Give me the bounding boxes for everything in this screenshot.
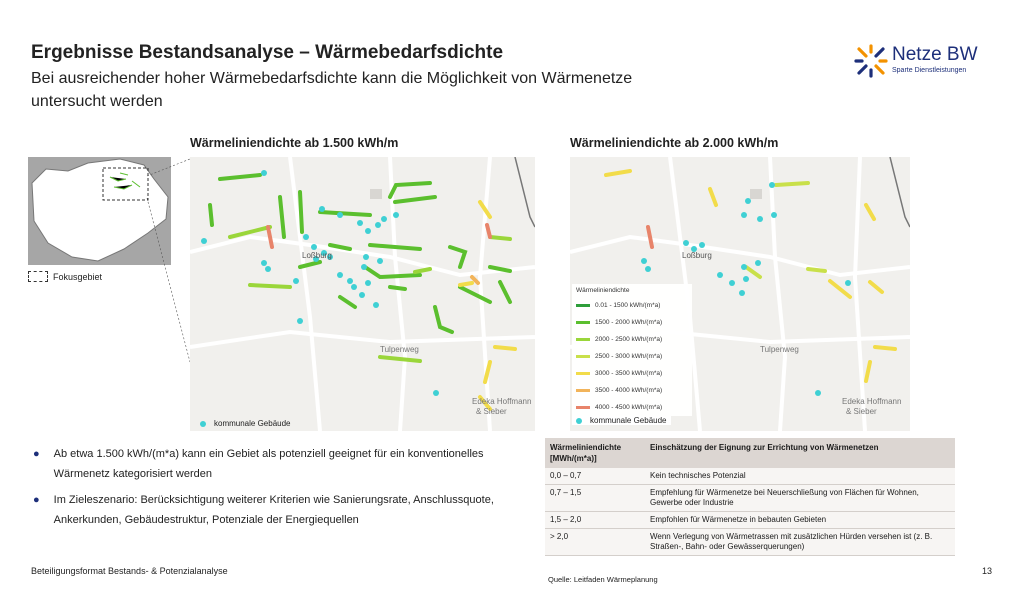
focus-area-label: Fokusgebiet (53, 271, 103, 282)
kommunal-label: kommunale Gebäude (214, 419, 291, 428)
table-cell: Empfehlung für Wärmenetze bei Neuerschließung von Flächen für Wohnen, Gewerbe oder Industrie (645, 485, 955, 512)
table-row (545, 468, 955, 485)
legend-swatch (576, 372, 590, 375)
legend-item (576, 319, 662, 326)
legend-label: 2000 - 2500 kWh/(m*a) (595, 336, 663, 343)
bullet-list (33, 444, 523, 536)
table-row (545, 485, 955, 512)
suitability-table (545, 438, 955, 556)
bullet-icon: ● (33, 448, 40, 460)
left-map-title: Wärmeliniendichte ab 1.500 kWh/m (190, 136, 399, 150)
bullet-icon: ● (33, 494, 40, 506)
legend-label: 4000 - 4500 kWh/(m*a) (595, 404, 663, 411)
bullet-text: Ab etwa 1.500 kWh/(m*a) kann ein Gebiet als potenziell geeignet für ein konventionelles Wärmenetz kategorisiert werden (53, 448, 484, 480)
page-number: 13 (982, 566, 993, 576)
legend-swatch (576, 389, 590, 392)
legend-item (576, 370, 662, 377)
table-cell: Wenn Verlegung von Wärmetrassen mit zusätzlichen Hürden versehen ist (z. B. Straßen-, Bahn- oder Gewässerquerungen) (645, 529, 955, 556)
page-subtitle: Bei ausreichender hoher Wärmebedarfsdichte kann die Möglichkeit von Wärmenetze untersucht werden (31, 70, 633, 110)
legend-swatch (576, 338, 590, 341)
table-header: Wärmeliniendichte [MWh/(m*a)] (545, 438, 645, 468)
table-row (545, 512, 955, 529)
table-header: Einschätzung der Eignung zur Errichtung von Wärmenetzen (645, 438, 955, 468)
focus-area-legend (28, 271, 102, 282)
kommunal-dot-icon (200, 421, 206, 427)
legend-swatch (576, 321, 590, 324)
legend-label: 0.01 - 1500 kWh/(m*a) (595, 302, 661, 309)
legend-swatch (576, 355, 590, 358)
source-note: Quelle: Leitfaden Wärmeplanung (548, 575, 658, 584)
table-row (545, 529, 955, 556)
bullet-text: Im Zieleszenario: Berücksichtigung weiterer Kriterien wie Sanierungsrate, Anschlussquote, Ankerkunden, Gebäudestruktur, Potenziale der Energiequellen (53, 494, 494, 526)
heat-density-legend (572, 284, 692, 416)
table-cell: 0,0 – 0,7 (545, 468, 645, 485)
legend-swatch (576, 304, 590, 307)
legend-item (576, 353, 662, 360)
legend-title: Wärmeliniendichte (576, 287, 630, 294)
table-cell: 0,7 – 1,5 (545, 485, 645, 512)
legend-label: 3500 - 4000 kWh/(m*a) (595, 387, 663, 394)
street-label-right: Tulpenweg (760, 345, 799, 354)
legend-item (576, 302, 660, 309)
town-label-right: Loßburg (682, 251, 712, 260)
kommunal-label: kommunale Gebäude (590, 416, 667, 425)
table-cell: Kein technisches Potenzial (645, 468, 955, 485)
legend-swatch (576, 406, 590, 409)
page-title: Ergebnisse Bestandsanalyse – Wärmebedarfsdichte (31, 42, 504, 63)
legend-label: 1500 - 2000 kWh/(m*a) (595, 319, 663, 326)
kommunal-dot-icon (576, 418, 582, 424)
table-cell: Empfohlen für Wärmenetze in bebauten Gebieten (645, 512, 955, 529)
legend-item (576, 387, 662, 394)
kommunal-legend-left (200, 419, 291, 428)
logo-name: Netze BW (892, 44, 978, 65)
poi-label-1: Edeka Hoffmann (472, 397, 532, 406)
focus-area-swatch (28, 271, 48, 282)
legend-item (576, 404, 662, 411)
table-cell: > 2,0 (545, 529, 645, 556)
poi-label-2: & Sieber (476, 407, 507, 416)
poi-label-right-2: & Sieber (846, 407, 877, 416)
bullet-item (33, 490, 523, 530)
footer-text: Beteiligungsformat Bestands- & Potenzialanalyse (31, 566, 228, 576)
bullet-item (33, 444, 523, 484)
legend-label: 3000 - 3500 kWh/(m*a) (595, 370, 663, 377)
kommunal-legend-right (572, 416, 671, 425)
legend-label: 2500 - 3000 kWh/(m*a) (595, 353, 663, 360)
logo-tagline: Sparte Dienstleistungen (892, 67, 967, 74)
town-label: Loßburg (302, 251, 332, 260)
legend-item (576, 336, 662, 343)
left-heat-map (190, 157, 535, 431)
table-header-row (545, 438, 955, 468)
street-label: Tulpenweg (380, 345, 419, 354)
table-cell: 1,5 – 2,0 (545, 512, 645, 529)
poi-label-right-1: Edeka Hoffmann (842, 397, 902, 406)
right-map-title: Wärmeliniendichte ab 2.000 kWh/m (570, 136, 779, 150)
